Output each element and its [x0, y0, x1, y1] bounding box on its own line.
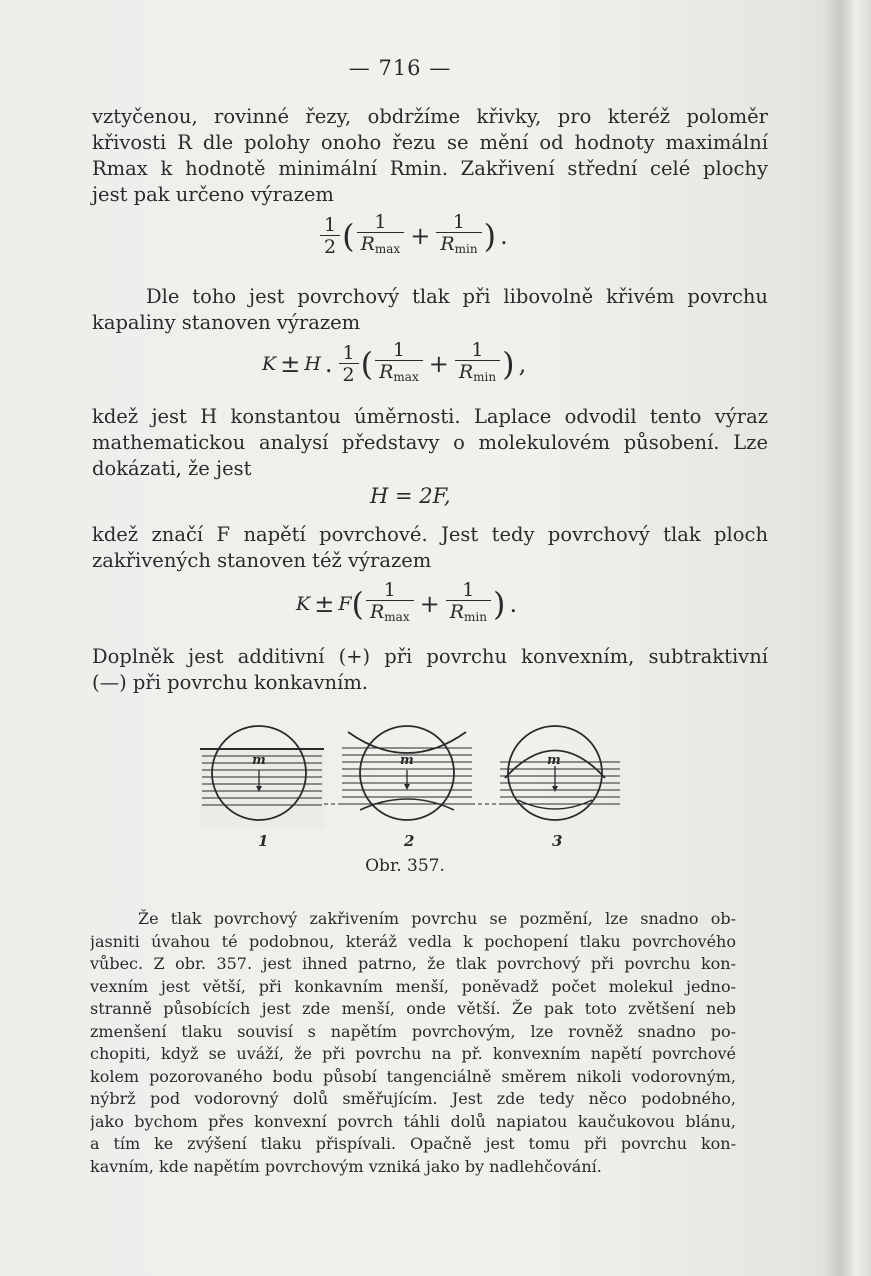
- fraction-one-over-rmax: $\frac{1}{R_{max}}$: [357, 212, 405, 260]
- fraction-half: $\frac{1}{2}$: [320, 215, 340, 258]
- mass-label: m: [400, 753, 414, 768]
- text-line: jako bychom přes konvexní povrch táhli dolů napiatou kaučukovou blánu,: [90, 1111, 736, 1131]
- formula-mean-curvature: $\frac{1}{2}$ ( $\frac{1}{R_{max}}$ + $\frac{1}{R_{min}}$ ) .: [318, 212, 512, 260]
- diagram-concave-surface: [324, 726, 510, 820]
- text-line: mathematickou analysí představy o molekulovém působení. Lze: [92, 431, 768, 454]
- formula-h-equals-2f: H = 2F,: [370, 484, 451, 508]
- text-line: jest pak určeno výrazem: [92, 183, 334, 206]
- fraction-one-over-rmin: $\frac{1}{R_{min}}$: [436, 212, 481, 260]
- book-spine: [821, 0, 871, 1276]
- text-line: vexním jest větší, při konkavním menší, poněvadž počet molekul jedno-: [90, 976, 736, 996]
- mass-label: m: [252, 753, 266, 768]
- text-line: stranně působících jest zde menší, onde větší. Že pak toto zvětšení neb: [90, 999, 736, 1018]
- right-paren: ): [483, 217, 497, 255]
- figure-label-1: 1: [258, 832, 269, 850]
- formula-pressure-f: K ± F( $\frac{1}{R_{max}}$ + $\frac{1}{R_{min}}$ ) .: [296, 580, 521, 628]
- fraction-half: $\frac{1}{2}$: [339, 343, 359, 386]
- text-line: zmenšení tlaku souvisí s napětím povrchovým, lze rovněž snadno po-: [90, 1021, 736, 1041]
- text-line: vůbec. Z obr. 357. jest ihned patrno, že tlak povrchový při povrchu kon-: [90, 954, 736, 973]
- text-line: zakřivených stanoven též výrazem: [92, 549, 432, 572]
- fraction-one-over-rmin: $\frac{1}{R_{min}}$: [455, 340, 500, 388]
- figure-caption: Obr. 357.: [365, 856, 445, 876]
- mass-label: m: [547, 753, 561, 768]
- paragraph-3: [92, 404, 768, 482]
- fraction-one-over-rmax: $\frac{1}{R_{max}}$: [366, 580, 414, 628]
- text-line: Rmax k hodnotě minimální Rmin. Zakřivení střední celé plochy: [92, 157, 768, 180]
- text-line: kapaliny stanoven výrazem: [92, 311, 361, 334]
- paragraph-2: [92, 284, 768, 336]
- formula-pressure-h: K ± H . $\frac{1}{2}$ ( $\frac{1}{R_{max}}$ + $\frac{1}{R_{min}}$ ) ,: [262, 340, 530, 388]
- figure-label-3: 3: [552, 832, 563, 850]
- text-line: Dle toho jest povrchový tlak při libovolně křivém povrchu: [146, 285, 768, 308]
- fraction-one-over-rmax: $\frac{1}{R_{max}}$: [375, 340, 423, 388]
- page-number: — 716 —: [348, 56, 452, 80]
- text-line: dokázati, že jest: [92, 457, 252, 480]
- text-line: jasniti úvahou té podobnou, kteráž vedla k pochopení tlaku povrchového: [90, 931, 736, 951]
- text-line: vztyčenou, rovinné řezy, obdržíme křivky, pro kteréž poloměr: [92, 105, 768, 128]
- figure-label-2: 2: [404, 832, 415, 850]
- diagram-flat-surface: [200, 726, 324, 828]
- text-line: nýbrž pod vodorovný dolů směřujícím. Jest zde tedy něco podobného,: [90, 1089, 736, 1108]
- paragraph-4: [92, 522, 768, 574]
- text-line: Doplněk jest additivní (+) při povrchu konvexním, subtraktivní: [92, 645, 768, 668]
- text-line: (—) při povrchu konkavním.: [92, 671, 369, 694]
- text-line: Že tlak povrchový zakřivením povrchu se pozmění, lze snadno ob-: [138, 909, 736, 928]
- text-line: chopiti, když se uváží, že při povrchu na př. konvexním napětí povrchové: [90, 1044, 736, 1063]
- text-line: kolem pozorovaného bodu působí tangenciálně směrem nikoli vodorovným,: [90, 1066, 736, 1086]
- fraction-one-over-rmin: $\frac{1}{R_{min}}$: [446, 580, 491, 628]
- paragraph-1: [92, 104, 768, 208]
- diagram-convex-surface: [500, 726, 620, 820]
- text-line: a tím ke zvýšení tlaku přispívali. Opačně jest tomu při povrchu kon-: [90, 1134, 736, 1153]
- text-line: kdež značí F napětí povrchové. Jest tedy povrchový tlak ploch: [92, 523, 768, 546]
- paragraph-5: [92, 644, 768, 696]
- text-line: křivosti R dle polohy onoho řezu se mění od hodnoty maximální: [92, 131, 768, 154]
- text-line: kdež jest H konstantou úměrnosti. Laplace odvodil tento výraz: [92, 405, 768, 428]
- text-line: kavním, kde napětím povrchovým vzniká jako by nadlehčování.: [90, 1156, 602, 1176]
- left-paren: (: [342, 217, 355, 255]
- plus-sign: +: [410, 222, 431, 250]
- figure-357: [200, 718, 630, 848]
- small-print-paragraph: [90, 908, 736, 1178]
